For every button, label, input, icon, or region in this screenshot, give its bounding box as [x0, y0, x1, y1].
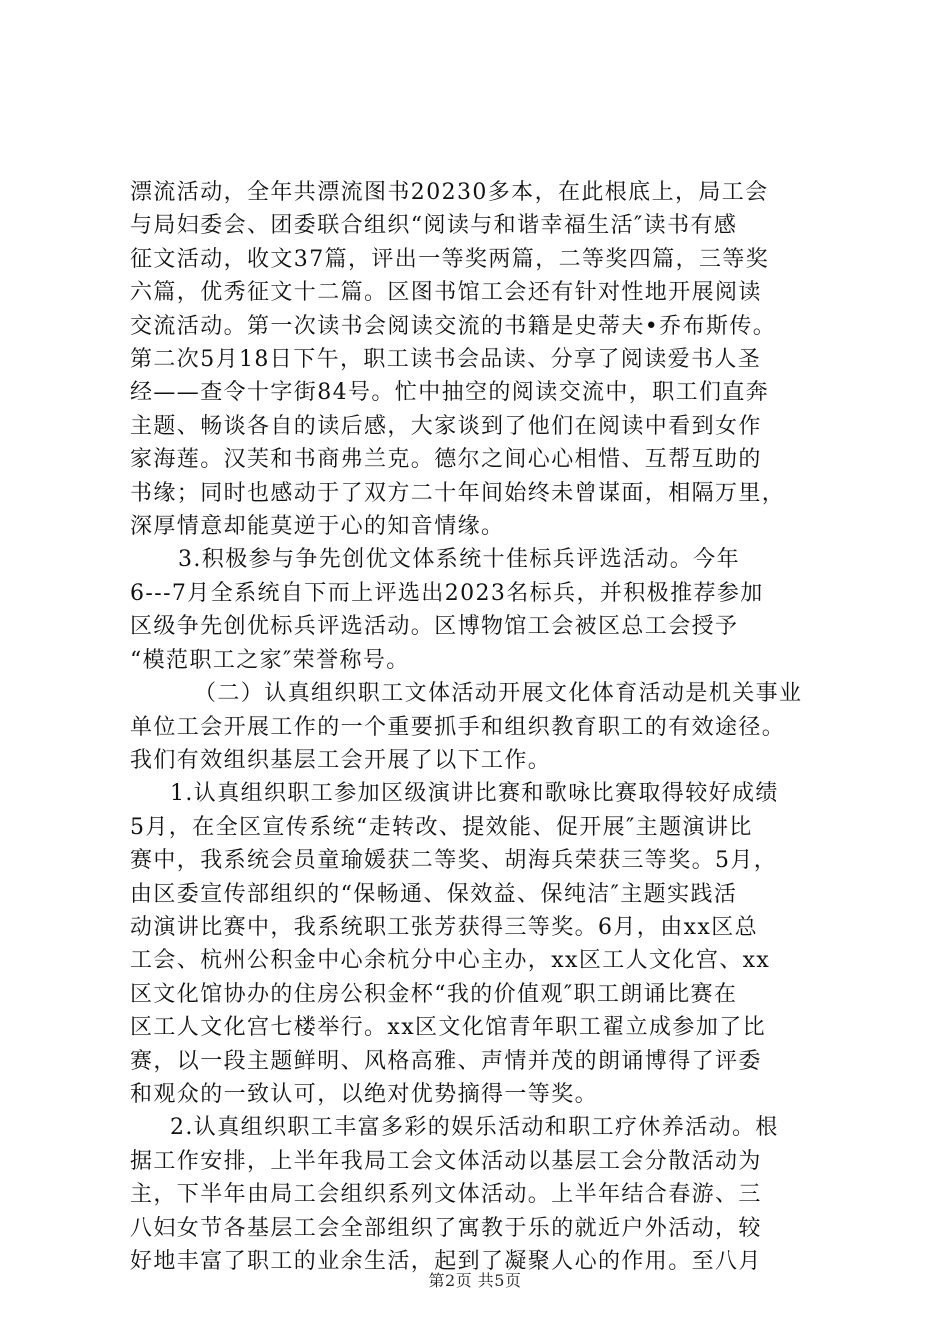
paragraph-start: 2.认真组织职工丰富多彩的娱乐活动和职工疗休养活动。根	[170, 1115, 779, 1141]
text-line: 区工人文化宫七楼举行。xx区文化馆青年职工翟立成参加了比	[130, 1015, 767, 1041]
text-line: 主，下半年由局工会组织系列文体活动。上半年结合春游、三	[130, 1182, 762, 1208]
text-line: 征文活动，收文37篇，评出一等奖两篇，二等奖四篇，三等奖	[130, 246, 770, 272]
text-line: 赛，以一段主题鲜明、风格高雅、声情并茂的朗诵博得了评委	[130, 1048, 762, 1074]
section-heading: （二）认真组织职工文体活动开展文化体育活动是机关事业	[194, 681, 803, 707]
text-line: 我们有效组织基层工会开展了以下工作。	[130, 747, 552, 773]
text-line: 家海莲。汉芙和书商弗兰克。德尔之间心心相惜、互帮互助的	[130, 447, 762, 473]
text-line: 6---7月全系统自下而上评选出2023名标兵，并积极推荐参加	[130, 580, 764, 606]
text-line: 深厚情意却能莫逆于心的知音情缘。	[130, 514, 505, 540]
paragraph-start: 1.认真组织职工参加区级演讲比赛和歌咏比赛取得较好成绩	[170, 781, 779, 807]
text-line: 与局妇委会、团委联合组织“阅读与和谐幸福生活″读书有感	[130, 213, 738, 239]
text-line: 5月，在全区宣传系统“走转改、提效能、促开展″主题演讲比	[130, 814, 753, 840]
text-line: 第二次5月18日下午，职工读书会品读、分享了阅读爱书人圣	[130, 347, 762, 373]
text-line: 经——查令十字街84号。忙中抽空的阅读交流中，职工们直奔	[130, 380, 770, 406]
text-line: 赛中，我系统会员童瑜媛获二等奖、胡海兵荣获三等奖。5月，	[130, 848, 778, 874]
page-number: 第2页 共5页	[428, 1271, 522, 1290]
text-line: 交流活动。第一次读书会阅读交流的书籍是史蒂夫•乔布斯传。	[130, 313, 777, 339]
text-line: “模范职工之家″荣誉称号。	[130, 647, 410, 673]
text-line: 漂流活动，全年共漂流图书20230多本，在此根底上，局工会	[130, 180, 769, 205]
text-line: 八妇女节各基层工会全部组织了寓教于乐的就近户外活动，较	[130, 1215, 762, 1241]
text-line: 六篇，优秀征文十二篇。区图书馆工会还有针对性地开展阅读	[130, 280, 762, 306]
text-line: 据工作安排，上半年我局工会文体活动以基层工会分散活动为	[130, 1148, 762, 1174]
page-footer	[0, 1268, 950, 1291]
text-line: 动演讲比赛中，我系统职工张芳获得三等奖。6月，由xx区总	[130, 914, 759, 940]
text-line: 和观众的一致认可，以绝对优势摘得一等奖。	[130, 1081, 599, 1107]
text-line: 好地丰富了职工的业余生活，起到了凝聚人心的作用。至八月	[130, 1249, 762, 1274]
text-line: 由区委宣传部组织的“保畅通、保效益、保纯洁″主题实践活	[130, 881, 738, 907]
text-line: 区级争先创优标兵评选活动。区博物馆工会被区总工会授予	[130, 614, 739, 640]
paragraph-start: 3.积极参与争先创优文体系统十佳标兵评选活动。今年	[178, 547, 740, 573]
body-text	[130, 176, 830, 1278]
text-line: 工会、杭州公积金中心余杭分中心主办，xx区工人文化宫、xx	[130, 948, 771, 974]
text-line: 书缘；同时也感动于了双方二十年间始终未曾谋面，相隔万里，	[130, 480, 786, 506]
text-line: 主题、畅谈各自的读后感，大家谈到了他们在阅读中看到女作	[130, 413, 762, 439]
text-line: 区文化馆协办的住房公积金杯“我的价值观″职工朗诵比赛在	[130, 981, 738, 1007]
text-line: 单位工会开展工作的一个重要抓手和组织教育职工的有效途径。	[130, 714, 786, 740]
